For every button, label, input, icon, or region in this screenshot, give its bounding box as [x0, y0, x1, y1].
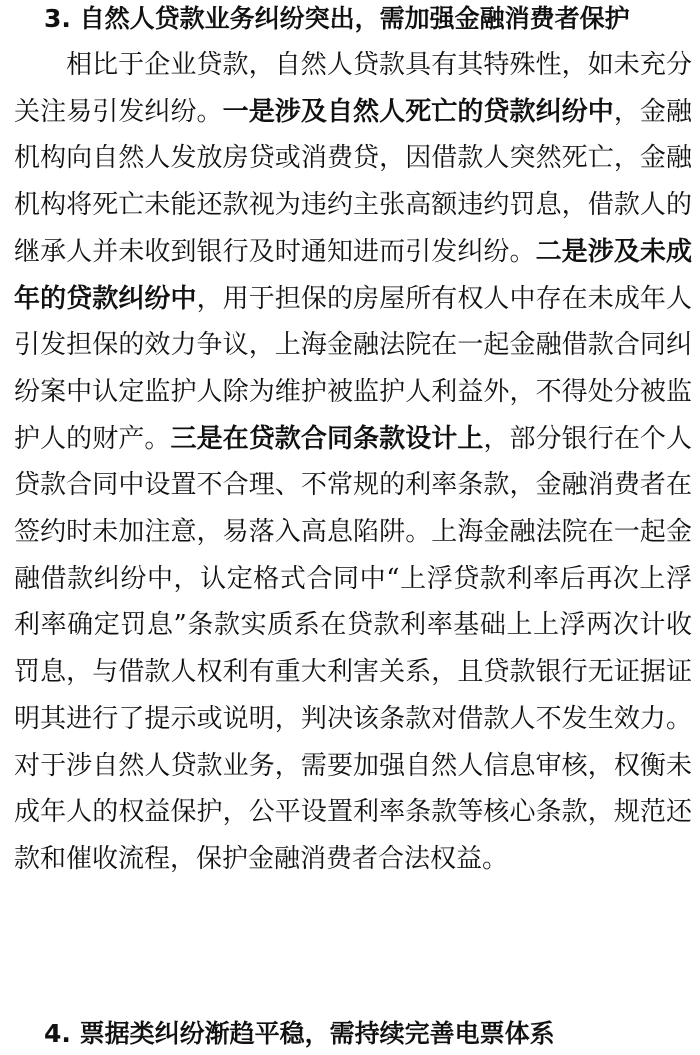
body-text: ，部分银行在个人 — [483, 423, 692, 454]
body-text: 对于涉自然人贷款业务，需要加强自然人信息审核，权衡未 — [14, 750, 692, 781]
body-text: 贷款合同中设置不合理、不常规的利率条款，金融消费者在 — [14, 470, 692, 501]
body-text: 机构向自然人发放房贷或消费贷，因借款人突然死亡，金融 — [14, 143, 692, 174]
paragraph-line — [14, 704, 692, 734]
body-text: 签约时未加注意，易落入高息陷阱。上海金融法院在一起金 — [14, 517, 692, 547]
paragraph-line — [14, 424, 692, 454]
paragraph-line — [14, 237, 692, 267]
emphasis-text: 一是涉及自然人死亡的贷款纠纷中 — [222, 96, 614, 127]
body-text: 明其进行了提示或说明，判决该条款对借款人不发生效力。 — [14, 703, 692, 734]
paragraph-line — [14, 844, 692, 874]
body-text: 成年人的权益保护，公平设置利率条款等核心条款，规范还 — [14, 797, 692, 828]
emphasis-text: 三是在贷款合同条款设计上 — [170, 423, 484, 454]
body-text: 关注易引发纠纷。 — [14, 96, 223, 127]
paragraph-line — [66, 50, 692, 80]
body-text: 利率确定罚息”条款实质系在贷款利率基础上上浮两次计收 — [14, 610, 692, 641]
section-heading-4: 4. 票据类纠纷渐趋平稳，需持续完善电票体系 — [44, 1019, 555, 1048]
paragraph-line — [14, 377, 692, 407]
body-text: ，用于担保的房屋所有权人中存在未成年人 — [196, 283, 692, 314]
body-text: 继承人并未收到银行及时通知进而引发纠纷。 — [14, 236, 536, 267]
paragraph-line — [14, 797, 692, 827]
body-text: 护人的财产。 — [14, 423, 171, 454]
paragraph-line — [14, 657, 692, 687]
paragraph-line — [14, 330, 692, 360]
emphasis-text: 二是涉及未成 — [535, 236, 692, 267]
paragraph-line — [14, 143, 692, 173]
paragraph-line — [14, 610, 692, 640]
body-text: 融借款纠纷中，认定格式合同中“上浮贷款利率后再次上浮 — [14, 563, 692, 594]
body-text: ，金融 — [613, 96, 692, 127]
body-text: 款和催收流程，保护金融消费者合法权益。 — [14, 843, 509, 874]
paragraph-line — [14, 470, 692, 500]
paragraph-line — [14, 751, 692, 781]
body-text: 引发担保的效力争议，上海金融法院在一起金融借款合同纠 — [14, 330, 692, 361]
paragraph-line — [14, 564, 692, 594]
body-text: 相比于企业贷款，自然人贷款具有其特殊性，如未充分 — [66, 50, 692, 80]
emphasis-text: 年的贷款纠纷中 — [14, 283, 197, 314]
paragraph-line — [14, 517, 692, 547]
body-text: 机构将死亡未能还款视为违约主张高额违约罚息，借款人的 — [14, 190, 692, 221]
paragraph-line — [14, 284, 692, 314]
body-text: 纷案中认定监护人除为维护被监护人利益外，不得处分被监 — [14, 376, 692, 407]
paragraph-line — [14, 190, 692, 220]
section-heading-3: 3. 自然人贷款业务纠纷突出，需加强金融消费者保护 — [44, 4, 630, 33]
paragraph-line — [14, 97, 692, 127]
body-text: 罚息，与借款人权利有重大利害关系，且贷款银行无证据证 — [14, 657, 692, 688]
